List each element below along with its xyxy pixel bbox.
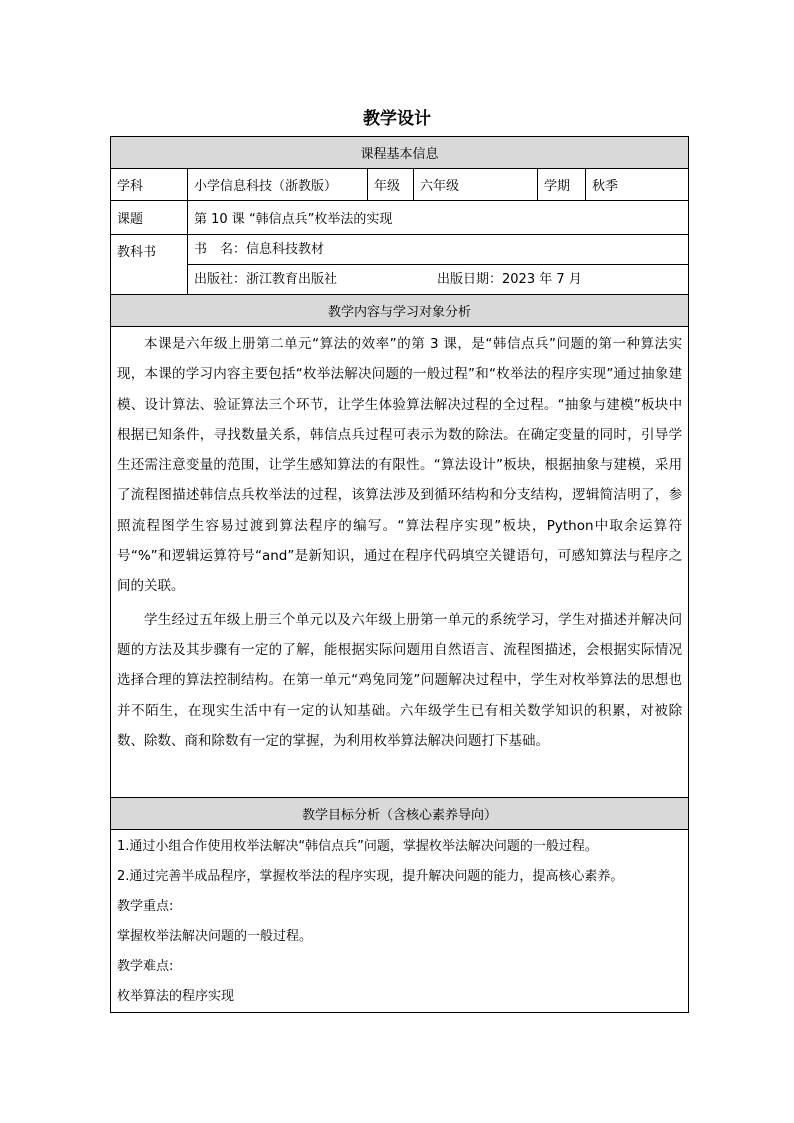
goals-header-row — [111, 798, 689, 830]
subject-value: 小学信息科技（浙教版） — [188, 169, 368, 201]
goals-body — [111, 830, 689, 1013]
goals-row — [111, 830, 689, 1013]
key-point-label: 教学重点: — [117, 899, 174, 914]
content-analysis-header: 教学内容与学习对象分析 — [111, 295, 689, 327]
analysis-paragraph-2: 学生经过五年级上册三个单元以及六年级上册第一单元的系统学习，学生对描述并解决问题的方法及其步骤有一定的了解，能根据实际问题用自然语言、流程图描述，会根据实际情况选择合理的算法控制结构。在第一单元“鸡兔同笼”问题解决过程中，学生对枚举算法的思想也并不陌生，在现实生活中有一定的认知基础。六年级学生已有相关数学知识的积累，对被除数、除数、商和除数有一定的掌握，为利用枚举算法解决问题打下基础。 — [117, 611, 683, 749]
goal-1: 1.通过小组合作使用枚举法解决“韩信点兵”问题，掌握枚举法解决问题的一般过程。 — [117, 839, 598, 854]
textbook-row — [111, 235, 689, 295]
subject-label: 学科 — [111, 169, 188, 201]
content-analysis-header-row — [111, 295, 689, 327]
difficulty-label: 教学难点: — [117, 959, 174, 974]
lesson-row — [111, 201, 689, 235]
basic-info-header: 课程基本信息 — [111, 137, 689, 169]
grade-label: 年级 — [368, 169, 414, 201]
lesson-value: 第 10 课 “韩信点兵”枚举法的实现 — [188, 201, 689, 235]
difficulty-text: 枚举算法的程序实现 — [117, 989, 235, 1004]
grade-value: 六年级 — [414, 169, 538, 201]
subject-row — [111, 169, 689, 201]
goals-header: 教学目标分析（含核心素养导向） — [111, 798, 689, 830]
basic-info-header-row — [111, 137, 689, 169]
term-label: 学期 — [538, 169, 586, 201]
textbook-label: 教科书 — [111, 235, 188, 295]
textbook-info — [188, 235, 689, 295]
analysis-paragraph-1: 本课是六年级上册第二单元“算法的效率”的第 3 课，是“韩信点兵”问题的第一种算法实现，本课的学习内容主要包括“枚举法解决问题的一般过程”和“枚举法的程序实现”通过抽象建模、设计算法、验证算法三个环节，让学生体验算法解决过程的全过程。“抽象与建模”板块中根据已知条件，寻找数量关系，韩信点兵过程可表示为数的除法。在确定变量的同时，引导学生还需注意变量的范围，让学生感知算法的有限性。“算法设计”板块，根据抽象与建模，采用了流程图描述韩信点兵枚举法的过程，该算法涉及到循环结构和分支结构，逻辑简洁明了，参照流程图学生容易过渡到算法程序的编写。“算法程序实现”板块，Python中取余运算符号“%”和逻辑运算符号“and”是新知识，通过在程序代码填空关键语句，可感知算法与程序之间的关联。 — [117, 336, 683, 595]
goal-2: 2.通过完善半成品程序，掌握枚举法的程序实现，提升解决问题的能力，提高核心素养。 — [117, 869, 624, 884]
term-value: 秋季 — [586, 169, 689, 201]
content-analysis-body — [111, 327, 689, 798]
document-title: 教学设计 — [363, 109, 431, 129]
content-analysis-row — [111, 327, 689, 798]
lesson-design-table — [110, 136, 689, 1013]
key-point-text: 掌握枚举法解决问题的一般过程。 — [117, 929, 313, 944]
book-name: 书 名：信息科技教材 — [188, 235, 688, 265]
publish-date: 出版日期：2023 年 7 月 — [437, 272, 582, 287]
publisher-line — [188, 265, 688, 294]
publisher: 出版社：浙江教育出版社 — [194, 272, 338, 287]
lesson-label: 课题 — [111, 201, 188, 235]
